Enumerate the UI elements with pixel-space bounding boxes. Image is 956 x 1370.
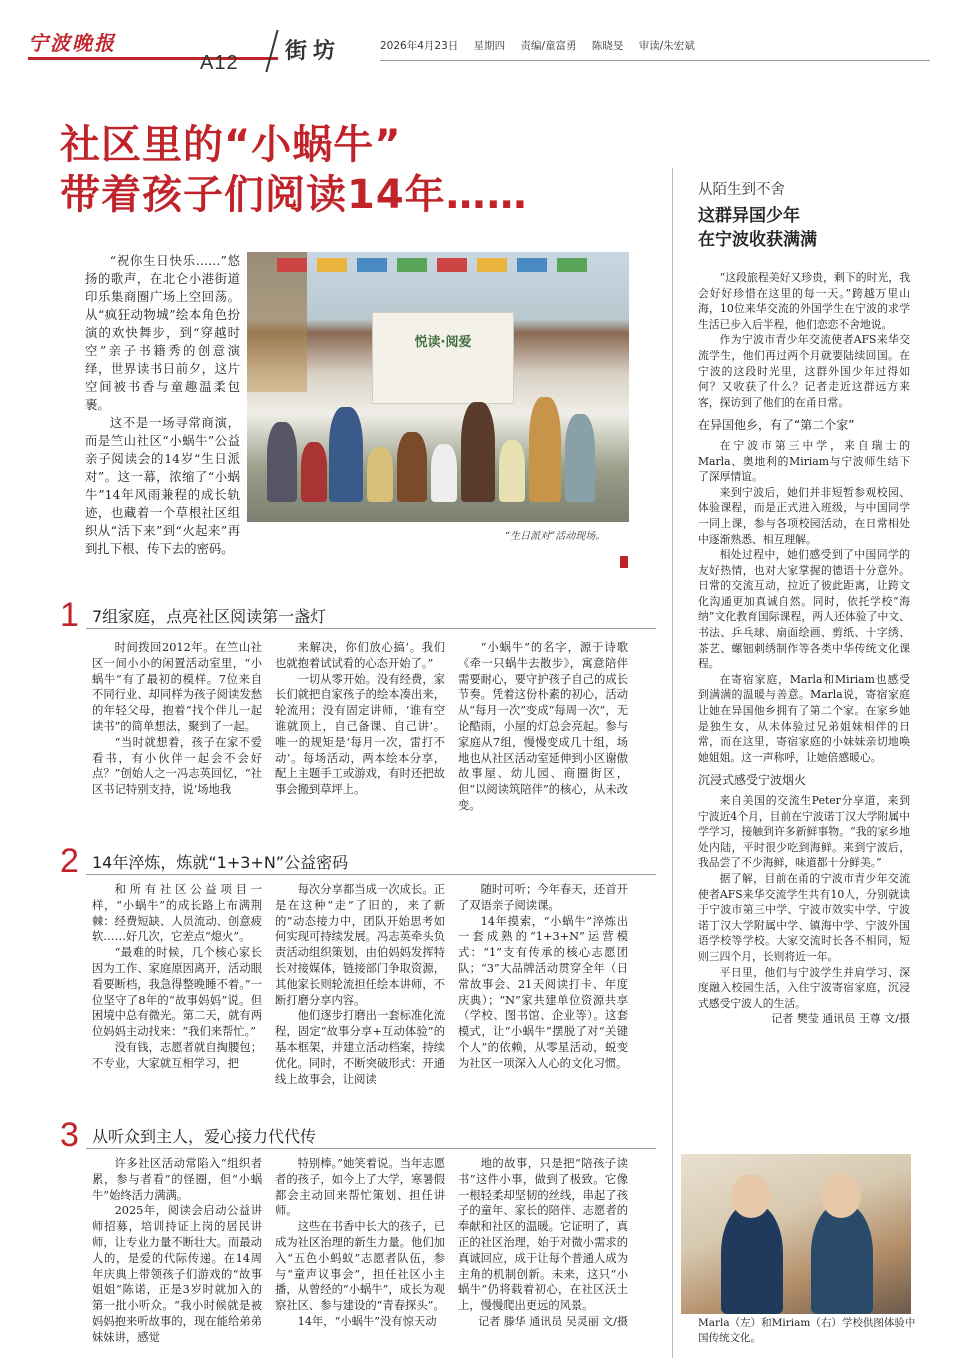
- event-photo: [247, 252, 629, 522]
- section-number: 3: [60, 1116, 79, 1154]
- photo-bunting: [277, 258, 307, 272]
- sidebar-paragraph: 相处过程中，她们感受到了中国同学的友好热情，也对大家掌握的德语十分意外。日常的交流互动，拉近了彼此距离，让跨文化沟通更加真诚自然。同时，依托学校“海纳”文化教育国际课程，两人还体验了中文、书法、乒乓球、扇面绘画、剪纸、十字绣、茶艺、螺钿刺绣制作等各类中华传统文化课程。: [698, 548, 910, 671]
- masthead-divider: [265, 30, 278, 72]
- students-photo-caption: Marla（左）和Miriam（右）学校供图体验中国传统文化。: [698, 1317, 916, 1344]
- paragraph: 和所有社区公益项目一样，“小蜗牛”的成长路上布满荆棘：经费短缺、人员流动、创意疲软……好几次，它差点“熄火”。: [92, 883, 262, 944]
- sidebar-headline-line-2: 在宁波收获满满: [698, 230, 817, 250]
- header-rule: [380, 60, 930, 61]
- paragraph: 特别棒。”她笑着说。当年志愿者的孩子，如今上了大学，寒暑假都会主动回来帮忙策划、担任讲师。: [275, 1157, 445, 1218]
- paragraph: 14年摸索，“小蜗牛”淬炼出一套成熟的“1+3+N”运营模式：“1”支有传承的核心志愿团队；“3”大品牌活动贯穿全年（日常故事会、21天阅读打卡、年度庆典）；“N”家共建单位资源共享（学校、图书馆、企业等）。这套模式，让“小蜗牛”摆脱了对“关键个人”的依赖，从零星活动，蜕变为社区一项深入人心的文化习惯。: [458, 914, 628, 1070]
- text-column: [275, 1156, 445, 1330]
- issue-weekday: 星期四: [473, 40, 506, 52]
- newspaper-logo: 宁波晚报: [28, 31, 116, 55]
- paragraph: “最难的时候，几个核心家长因为工作、家庭原因离开，活动眼看要断档，我急得整晚睡不着。”一位坚守了8年的“故事妈妈”说。但困境中总有微光。第二天，就有两位妈妈主动找来：“我们来帮忙。”: [92, 946, 262, 1039]
- paragraph: “小蜗牛”的名字，源于诗歌《牵一只蜗牛去散步》，寓意陪伴需要耐心，要守护孩子自己的成长节奏。凭着这份朴素的初心，活动从“每月一次”变成“每周一次”，无论酷雨，小屋的灯总会亮起。参与家庭从7组，慢慢变成几十组，场地也从社区活动室延伸到小区谢傲故事屋、幼儿园、商圈街区，但“以阅读筑陪伴”的核心，从未改变。: [458, 641, 628, 812]
- photo-figure: [397, 432, 427, 502]
- sidebar-paragraph: 作为宁波市青少年交流使者AFS来华交流学生，他们再过两个月就要陆续回国。在宁波的这段时光里，这群外国少年过得如何？又收获了什么？记者走近这群远方来客，探访到了他们的在甬日常。: [698, 333, 910, 409]
- editor-credit: 责编/童富勇: [520, 40, 577, 52]
- paragraph: 许多社区活动常陷入“组织者累，参与者看”的怪圈，但“小蜗牛”始终活力满满。: [92, 1157, 262, 1202]
- paragraph: 他们逐步打磨出一套标准化流程，固定“故事分享+互动体验”的基本框架，并建立活动档案，持续优化。同时，不断突破形式：开通线上故事会，让阅读: [275, 1009, 445, 1086]
- sidebar-paragraph: 在寄宿家庭，Marla和Miriam也感受到满满的温暖与善意。Marla说，寄宿家庭让她在异国他乡拥有了第二个家。在家乡她是独生女，从未体验过兄弟姐妹相伴的日常，而在这里，寄宿家庭的小妹妹亲切地唤她姐姐。这一声称呼，让她倍感暖心。: [698, 672, 910, 764]
- photo-figure: [499, 440, 525, 502]
- photo-figure: [431, 444, 457, 502]
- photo-bunting: [517, 258, 547, 272]
- photo-figure: [329, 407, 363, 502]
- section-rule: [86, 874, 656, 875]
- text-column: [458, 640, 628, 814]
- paragraph: 地的故事，只是把“陪孩子读书”这件小事，做到了极致。它像一根轻柔却坚韧的丝线，串起了孩子的童年、家长的陪伴、志愿者的奉献和社区的温暖。它证明了，真正的社区治理，始于对微小需求的真诚回应，成于让每个普通人成为主角的机制创新。未来，这只“小蜗牛”仍将载着初心，在社区沃土上，慢慢爬出更远的风景。: [458, 1157, 628, 1313]
- section-rule: [86, 628, 656, 629]
- intro-paragraph: “祝你生日快乐……”悠扬的歌声，在北仑小港街道印乐集商圈广场上空回荡。从“疯狂动物城”绘本角色扮演的欢快舞步，到“穿越时空”亲子书籍秀的创意演绎，世界读书日前夕，这片空间被书香与童趣温柔包裹。: [85, 253, 240, 412]
- photo-bunting: [357, 258, 387, 272]
- section-heading: [60, 1118, 660, 1152]
- photo-caption: “生日派对”活动现场。: [505, 531, 606, 542]
- sidebar-paragraph: “这段旅程美好又珍贵，剩下的时光，我会好好珍惜在这里的每一天。”跨越万里山海，10位来华交流的外国学生在宁波的求学生活已步入后半程，他们恋恋不舍地说。: [698, 271, 910, 331]
- designer-credit: 陈晓旻: [591, 40, 624, 52]
- byline: 记者 滕华 通讯员 吴灵丽 文/摄: [478, 1314, 628, 1328]
- sidebar-paragraph: 据了解，目前在甬的宁波市青少年交流使者AFS来华交流学生共有10人，分别就读于宁波市第三中学、宁波市效实中学、宁波诺丁汉大学附属中学、镇海中学、宁波外国语学校等学校。大家交流时长各不相同，短则三四个月，长则将近一年。: [698, 871, 910, 963]
- sidebar-body: [698, 270, 910, 1027]
- backdrop-text: 悦读·阅爱: [414, 335, 472, 350]
- section-title: 14年淬炼，炼就“1+3+N”公益密码: [92, 853, 349, 872]
- photo-bunting: [397, 258, 427, 272]
- text-column: [92, 640, 262, 798]
- sidebar-subheading: 沉浸式感受宁波烟火: [698, 773, 807, 788]
- issue-date: 2026年4月23日: [380, 40, 459, 52]
- article-intro: [85, 252, 240, 558]
- sidebar-paragraph: 来到宁波后，她们并非短暂参观校园、体验课程，而是正式进入班级，与中国同学一同上课，参与各项校园活动，在日常相处中逐渐熟悉、相互理解。: [698, 485, 910, 546]
- main-headline: [60, 120, 680, 220]
- paragraph: 每次分享都当成一次成长。正是在这种“走”了旧的，来了新的”动态接力中，团队开始思考如何实现可持续发展。冯志英牵头负责活动组织策划，由伯妈妈发挥特长对接媒体，链接部门争取资源，其他家长则轮流担任绘本讲师，不断打磨分享内容。: [275, 883, 445, 1007]
- photo-figure: [565, 414, 595, 502]
- sidebar-byline: 记者 樊莹 通讯员 王尊 文/摄: [771, 1012, 910, 1026]
- sidebar-headline: [698, 204, 918, 252]
- headline-line-1: 社区里的“小蜗牛”: [60, 122, 402, 168]
- text-column: [275, 640, 445, 798]
- section-marker: [620, 556, 628, 568]
- paragraph: 来解决，你们放心搞’。我们也就抱着试试看的心态开始了。”: [275, 641, 445, 670]
- sidebar-subheading: 在异国他乡，有了“第二个家”: [698, 418, 855, 433]
- photo-figure: [821, 1174, 861, 1218]
- sidebar-kicker: 从陌生到不舍: [698, 182, 785, 198]
- proof-credit: 审读/朱宏斌: [638, 40, 695, 52]
- sidebar-paragraph: 在宁波市第三中学，来自瑞士的Marla、奥地利的Miriam与宁波师生结下了深厚情谊。: [698, 438, 910, 484]
- photo-figure: [267, 422, 297, 502]
- section-title: 7组家庭，点亮社区阅读第一盏灯: [92, 607, 327, 626]
- photo-figure: [301, 442, 327, 502]
- text-column: [458, 1156, 628, 1330]
- photo-crowd: [267, 382, 607, 502]
- photo-bunting: [477, 258, 507, 272]
- text-column: [275, 882, 445, 1087]
- paragraph: 14年，“小蜗牛”没有惊天动: [297, 1314, 437, 1328]
- sidebar-paragraph: 来自美国的交流生Peter分享道，来到宁波近4个月，目前在宁波诺丁汉大学附属中学学习，接触到许多新鲜事物。“我的家乡地处内陆，平时很少吃到海鲜。来到宁波后，我品尝了不少海鲜，味道都十分鲜美。”: [698, 794, 911, 870]
- dateline: [380, 38, 707, 53]
- section-heading: [60, 844, 660, 878]
- photo-bunting: [437, 258, 467, 272]
- intro-paragraph: 这不是一场寻常商演，而是竺山社区“小蜗牛”公益亲子阅读会的14岁“生日派对”。这一幕，浓缩了“小蜗牛”14年风雨兼程的成长轨迹，也藏着一个草根社区组织从“活下来”到“火起来”再到扎下根、传下去的密码。: [85, 415, 240, 556]
- section-heading: [60, 598, 660, 632]
- photo-figure: [721, 1204, 783, 1314]
- sidebar-paragraph: 平日里，他们与宁波学生并肩学习、深度融入校园生活，入住宁波寄宿家庭，沉浸式感受宁波人的生活。: [698, 965, 910, 1010]
- paragraph: “当时就想着，孩子在家不爱看书，有小伙伴一起会不会好点？”创始人之一冯志英回忆，“社区书记特别支持，说‘场地我: [92, 735, 262, 797]
- photo-decoration: [247, 252, 307, 392]
- section-name: 街坊: [285, 39, 342, 64]
- paragraph: 一切从零开始。没有经费，家长们就把自家孩子的绘本凑出来，轮流用；没有固定讲师，‘谁有空谁就顶上，自己备课、自己讲’。唯一的规矩是‘每月一次，雷打不动’。每场活动，两本绘本分享，配上主题手工或游戏，有时还把故事会搬到草坪上。: [275, 672, 445, 797]
- section-rule: [86, 1148, 656, 1149]
- paragraph: 这些在书香中长大的孩子，已成为社区治理的新生力量。他们加入“五色小蚂蚁”志愿者队伍，参与“童声议事会”，担任社区小主播，从曾经的“小蜗牛”，成长为观察社区、参与建设的“青春探头”。: [275, 1220, 445, 1313]
- masthead-rule: [28, 57, 278, 60]
- text-column: [458, 882, 628, 1072]
- text-column: [92, 1156, 262, 1346]
- photo-bunting: [557, 258, 587, 272]
- paragraph: 时间拨回2012年。在竺山社区一间小小的闲置活动室里，“小蜗牛”有了最初的模样。7位来自不同行业、却同样为孩子阅读发愁的年轻父母，抱着“找个伴儿一起读书”的简单想法，聚到了一起。: [92, 641, 262, 733]
- photo-figure: [811, 1204, 873, 1314]
- section-number: 1: [60, 596, 79, 634]
- photo-figure: [731, 1174, 771, 1218]
- headline-line-2: 带着孩子们阅读14年……: [60, 172, 528, 218]
- photo-figure: [461, 402, 495, 502]
- photo-figure: [367, 447, 393, 502]
- section-title: 从听众到主人，爱心接力代代传: [92, 1127, 317, 1146]
- paragraph: 随时可听；今年春天，还首开了双语亲子阅读课。: [458, 883, 628, 912]
- page-number: A12: [200, 52, 239, 74]
- section-number: 2: [60, 842, 79, 880]
- paragraph: 2025年，阅读会启动公益讲师招募，培训持证上岗的居民讲师，让专业力量不断壮大。而最动人的，是爱的代际传递。在14周年庆典上带领孩子们游戏的“故事姐姐”陈诺，正是3岁时就加入的第一批小听众。“我小时候就是被妈妈抱来听故事的，现在能给弟弟妹妹讲，感觉: [92, 1204, 262, 1344]
- paragraph: 没有钱，志愿者就自掏腰包；不专业，大家就互相学习，把: [92, 1040, 262, 1070]
- photo-figure: [529, 397, 561, 502]
- text-column: [92, 882, 262, 1072]
- sidebar-headline-line-1: 这群异国少年: [698, 206, 800, 226]
- students-photo: [681, 1154, 911, 1314]
- photo-bunting: [317, 258, 347, 272]
